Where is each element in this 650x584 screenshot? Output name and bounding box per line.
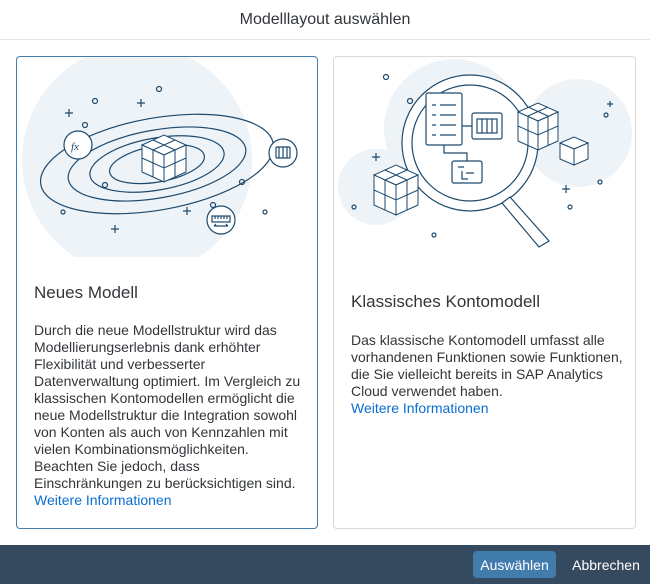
dialog-header (0, 0, 650, 40)
new-model-description (34, 322, 306, 509)
orbit-illustration (17, 57, 317, 257)
classic-account-model-card[interactable] (333, 56, 636, 529)
classic-model-description-text: Das klassische Kontomodell umfasst alle vorhandenen Funktionen sowie Funktionen, die Sie vielleicht bereits in SAP Analytics Cloud verwendet haben. (351, 332, 623, 399)
classic-model-description (351, 332, 623, 417)
new-model-description-text: Durch die neue Modellstruktur wird das Modellierungserlebnis dank erhöhter Flexibilität und verbesserter Datenverwaltung optimiert. Im Vergleich zu klassischen Kontomodellen ermöglicht die neue Modellstruktur die Integration sowohl von Konten als auch von Kennzahlen mit vielen Kombinationsmöglichkeiten. Beachten Sie jedoch, dass Einschränkungen zu berücksichtigen sind. (34, 322, 301, 491)
new-model-card[interactable] (16, 56, 318, 529)
dialog-title: Modelllayout auswählen (239, 10, 411, 28)
new-model-title: Neues Modell (34, 283, 138, 302)
magnifier-illustration (334, 57, 635, 257)
cancel-button[interactable]: Abbrechen (566, 551, 646, 578)
new-model-more-info-link[interactable]: Weitere Informationen (34, 492, 172, 508)
classic-model-more-info-link[interactable]: Weitere Informationen (351, 400, 489, 416)
classic-model-title: Klassisches Kontomodell (351, 292, 540, 311)
fx-icon: fx (71, 141, 79, 153)
select-button[interactable]: Auswählen (473, 551, 556, 578)
